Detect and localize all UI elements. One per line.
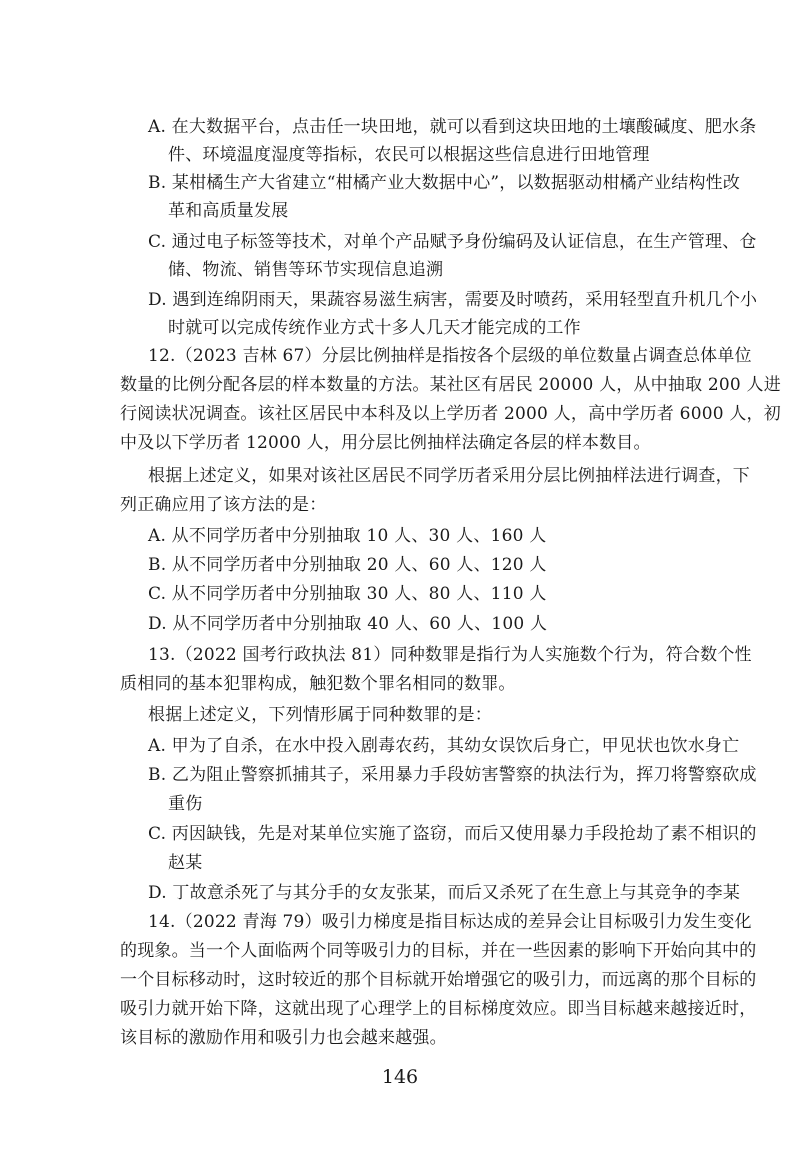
q13-line2: 质相同的基本犯罪构成，触犯数个罪名相同的数罪。 xyxy=(120,674,516,694)
q14-line1: 14.（2022 青海 79）吸引力梯度是指目标达成的差异会让目标吸引力发生变化 xyxy=(148,912,752,932)
q14-line5: 该目标的激励作用和吸引力也会越来越强。 xyxy=(120,1028,447,1048)
q12-line6: 列正确应用了该方法的是： xyxy=(120,495,327,515)
q11-option-b-line1: B. 某柑橘生产大省建立“柑橘产业大数据中心”，以数据驱动柑橘产业结构性改 xyxy=(148,173,741,193)
q11-option-a-line2: 件、环境温度湿度等指标，农民可以根据这些信息进行田地管理 xyxy=(168,145,650,165)
q11-option-c-line2: 储、物流、销售等环节实现信息追溯 xyxy=(168,260,444,280)
q12-option-a: A. 从不同学历者中分别抽取 10 人、30 人、160 人 xyxy=(148,526,547,546)
q11-option-b-line2: 革和高质量发展 xyxy=(168,201,289,221)
q13-option-c-line2: 赵某 xyxy=(168,853,203,873)
q13-option-c-line1: C. 丙因缺钱，先是对某单位实施了盗窃，而后又使用暴力手段抢劫了素不相识的 xyxy=(148,824,757,844)
q11-option-c-line1: C. 通过电子标签等技术，对单个产品赋予身份编码及认证信息，在生产管理、仓 xyxy=(148,232,757,252)
q12-option-d: D. 从不同学历者中分别抽取 40 人、60 人、100 人 xyxy=(148,614,548,634)
q12-line1: 12.（2023 吉林 67）分层比例抽样是指按各个层级的单位数量占调查总体单位 xyxy=(148,346,752,366)
q14-line2: 的现象。当一个人面临两个同等吸引力的目标，并在一些因素的影响下开始向其中的 xyxy=(120,941,757,961)
q11-option-a-line1: A. 在大数据平台，点击任一块田地，就可以看到这块田地的土壤酸碱度、肥水条 xyxy=(148,117,757,137)
q11-option-d-line1: D. 遇到连绵阴雨天，果蔬容易滋生病害，需要及时喷药，采用轻型直升机几个小 xyxy=(148,290,758,310)
q13-option-b-line2: 重伤 xyxy=(168,794,203,814)
q12-line2: 数量的比例分配各层的样本数量的方法。某社区有居民 20000 人，从中抽取 200 人进 xyxy=(120,375,781,395)
q12-line3: 行阅读状况调查。该社区居民中本科及以上学历者 2000 人，高中学历者 6000 人，初 xyxy=(120,404,781,424)
q14-line4: 吸引力就开始下降，这就出现了心理学上的目标梯度效应。即当目标越来越接近时， xyxy=(120,999,757,1019)
q13-option-d: D. 丁故意杀死了与其分手的女友张某，而后又杀死了在生意上与其竞争的李某 xyxy=(148,883,741,903)
q13-option-b-line1: B. 乙为阻止警察抓捕其子，采用暴力手段妨害警察的执法行为，挥刀将警察砍成 xyxy=(148,765,757,785)
page-number: 146 xyxy=(381,1066,419,1088)
q12-option-c: C. 从不同学历者中分别抽取 30 人、80 人、110 人 xyxy=(148,584,547,604)
q13-line3: 根据上述定义，下列情形属于同种数罪的是： xyxy=(148,705,492,725)
q13-line1: 13.（2022 国考行政执法 81）同种数罪是指行为人实施数个行为，符合数个性 xyxy=(148,645,752,665)
q11-option-d-line2: 时就可以完成传统作业方式十多人几天才能完成的工作 xyxy=(168,318,581,338)
q12-line5: 根据上述定义，如果对该社区居民不同学历者采用分层比例抽样法进行调查，下 xyxy=(148,466,750,486)
q13-option-a: A. 甲为了自杀，在水中投入剧毒农药，其幼女误饮后身亡，甲见状也饮水身亡 xyxy=(148,736,740,756)
q12-line4: 中及以下学历者 12000 人，用分层比例抽样法确定各层的样本数目。 xyxy=(120,433,651,453)
q12-option-b: B. 从不同学历者中分别抽取 20 人、60 人、120 人 xyxy=(148,555,547,575)
q14-line3: 一个目标移动时，这时较近的那个目标就开始增强它的吸引力，而远离的那个目标的 xyxy=(120,970,757,990)
